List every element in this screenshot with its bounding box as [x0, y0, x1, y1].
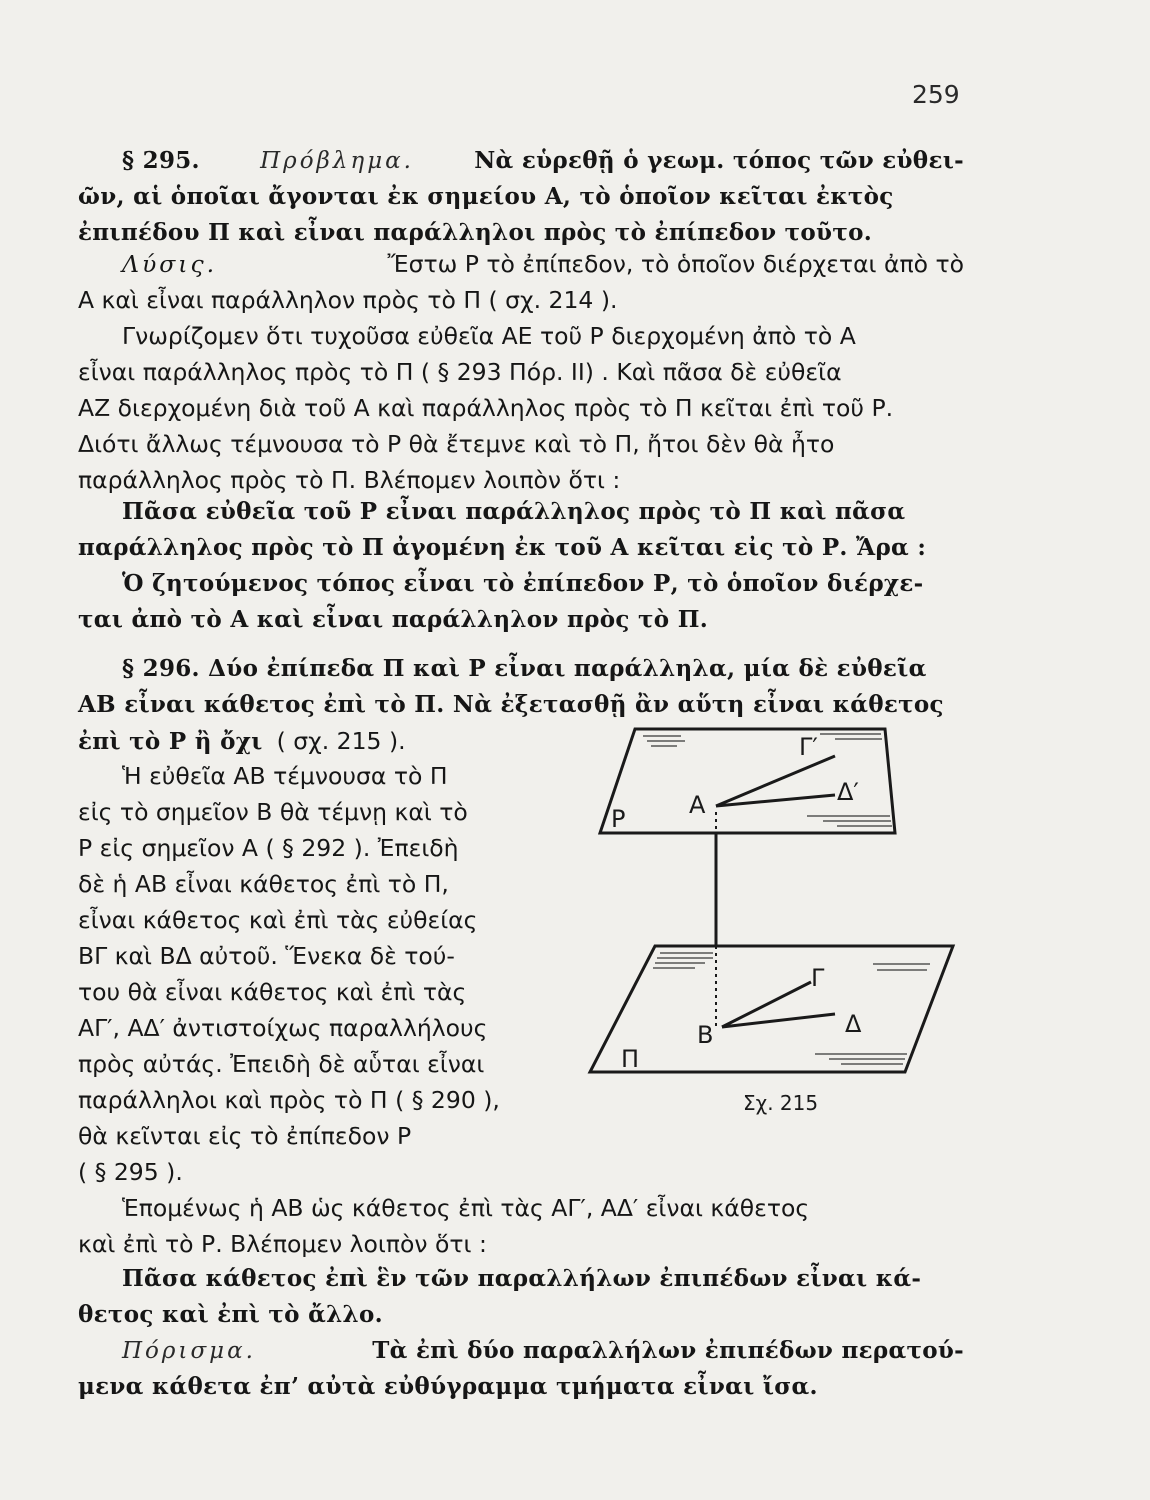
text-line: παράλληλος πρὸς τὸ Π. Βλέπομεν λοιπὸν ὅτι :	[78, 466, 621, 494]
text-line: ΒΓ καὶ ΒΔ αὐτοῦ. Ἕνεκα δὲ τού-	[78, 942, 455, 970]
text-line: ἐπιπέδου Π καὶ εἶναι παράλληλοι πρὸς τὸ ἐπίπεδον τοῦτο.	[78, 219, 873, 246]
text-line: παράλληλος πρὸς τὸ Π ἀγομένη ἐκ τοῦ Α κεῖται εἰς τὸ Ρ. Ἄρα :	[78, 534, 927, 561]
label-d1: Δ′	[837, 778, 859, 806]
text-line: παράλληλοι καὶ πρὸς τὸ Π ( § 290 ),	[78, 1086, 500, 1114]
text-line: Ἡ εὐθεῖα ΑΒ τέμνουσα τὸ Π	[122, 762, 448, 790]
text-line: μενα κάθετα ἐπ’ αὐτὰ εὐθύγραμμα τμήματα εἶναι ἴσα.	[78, 1373, 818, 1400]
label-p: Ρ	[611, 805, 626, 833]
text-line	[122, 246, 964, 282]
label-d: Δ	[845, 1010, 862, 1038]
shading	[653, 953, 930, 1064]
text-line: ται ἀπὸ τὸ Α καὶ εἶναι παράλληλον πρὸς τὸ Π.	[78, 606, 709, 633]
label-problem: Πρόβλημα.	[260, 148, 414, 174]
label-g1: Γ′	[799, 733, 818, 761]
text-line: ΑΒ εἶναι κάθετος ἐπὶ τὸ Π. Νὰ ἐξετασθῇ ἂν αὕτη εἶναι κάθετος	[78, 691, 944, 718]
text-line: Ἑπομένως ἡ ΑΒ ὡς κάθετος ἐπὶ τὰς ΑΓ′, ΑΔ′ εἶναι κάθετος	[122, 1194, 810, 1222]
solution-text: Ἔστω Ρ τὸ ἐπίπεδον, τὸ ὁποῖον διέρχεται ἀπὸ τὸ	[387, 250, 964, 278]
text-line: Ὁ ζητούμενος τόπος εἶναι τὸ ἐπίπεδον Ρ, τὸ ὁποῖον διέρχε-	[122, 570, 924, 597]
text-line: Ρ εἰς σημεῖον Α ( § 292 ). Ἐπειδὴ	[78, 834, 459, 862]
text-line: Γνωρίζομεν ὅτι τυχοῦσα εὐθεῖα ΑΕ τοῦ Ρ διερχομένη ἀπὸ τὸ Α	[122, 322, 856, 350]
text-line: δὲ ἡ ΑΒ εἶναι κάθετος ἐπὶ τὸ Π,	[78, 870, 449, 898]
text-line: εἶναι παράλληλος πρὸς τὸ Π ( § 293 Πόρ. ΙΙ) . Καὶ πᾶσα δὲ εὐθεῖα	[78, 358, 842, 386]
corollary-text: Τὰ ἐπὶ δύο παραλλήλων ἐπιπέδων περατού-	[372, 1337, 964, 1364]
text-line: ( § 295 ).	[78, 1158, 183, 1186]
segment-b-g	[722, 982, 811, 1027]
page-number: 259	[912, 80, 960, 109]
text-line: Α καὶ εἶναι παράλληλον πρὸς τὸ Π ( σχ. 214 ).	[78, 286, 618, 314]
label-g: Γ	[811, 964, 825, 992]
text-line: ΑΓ′, ΑΔ′ ἀντιστοίχως παραλλήλους	[78, 1014, 488, 1042]
text-line: εἰς τὸ σημεῖον Β θὰ τέμνῃ καὶ τὸ	[78, 798, 468, 826]
text-line: θὰ κεῖνται εἰς τὸ ἐπίπεδον Ρ	[78, 1122, 412, 1150]
text-line: ῶν, αἱ ὁποῖαι ἄγονται ἐκ σημείου Α, τὸ ὁποῖον κεῖται ἐκτὸς	[78, 183, 894, 210]
segment-a-g1	[716, 756, 835, 806]
text-line: καὶ ἐπὶ τὸ Ρ. Βλέπομεν λοιπὸν ὅτι :	[78, 1230, 487, 1258]
section-number: § 295.	[122, 147, 200, 174]
text-line: εἶναι κάθετος καὶ ἐπὶ τὰς εὐθείας	[78, 906, 478, 934]
label-corollary: Πόρισμα.	[122, 1338, 256, 1364]
plane-pi	[590, 946, 953, 1072]
text-line: του θὰ εἶναι κάθετος καὶ ἐπὶ τὰς	[78, 978, 467, 1006]
text-line	[122, 1333, 964, 1369]
segment-b-d	[722, 1014, 835, 1027]
problem-text: Νὰ εὑρεθῇ ὁ γεωμ. τόπος τῶν εὐθει-	[474, 147, 964, 174]
text-line: πρὸς αὐτάς. Ἐπειδὴ δὲ αὗται εἶναι	[78, 1050, 485, 1078]
text-line: Πᾶσα εὐθεῖα τοῦ Ρ εἶναι παράλληλος πρὸς τὸ Π καὶ πᾶσα	[122, 498, 906, 525]
text-line: θετος καὶ ἐπὶ τὸ ἄλλο.	[78, 1301, 383, 1328]
segment-a-d1	[716, 795, 835, 806]
text-line	[122, 143, 964, 179]
problem-text: ἐπὶ τὸ Ρ ἢ ὄχι	[78, 728, 263, 755]
text-line: Διότι ἄλλως τέμνουσα τὸ Ρ θὰ ἔτεμνε καὶ τὸ Π, ἤτοι δὲν θὰ ἦτο	[78, 430, 835, 458]
label-b: Β	[697, 1021, 714, 1049]
label-a: Α	[689, 791, 706, 819]
label-pi: Π	[621, 1045, 640, 1073]
text-line: § 296. Δύο ἐπίπεδα Π καὶ Ρ εἶναι παράλληλα, μία δὲ εὐθεῖα	[122, 655, 927, 682]
figure-ref: ( σχ. 215 ).	[276, 727, 406, 755]
text-line: ΑΖ διερχομένη διὰ τοῦ Α καὶ παράλληλος πρὸς τὸ Π κεῖται ἐπὶ τοῦ Ρ.	[78, 394, 894, 422]
figure-caption: Σχ. 215	[743, 1091, 819, 1115]
label-solution: Λύσις.	[122, 250, 218, 278]
text-line: Πᾶσα κάθετος ἐπὶ ἓν τῶν παραλλήλων ἐπιπέδων εἶναι κά-	[122, 1265, 922, 1292]
figure-215	[585, 720, 965, 1120]
